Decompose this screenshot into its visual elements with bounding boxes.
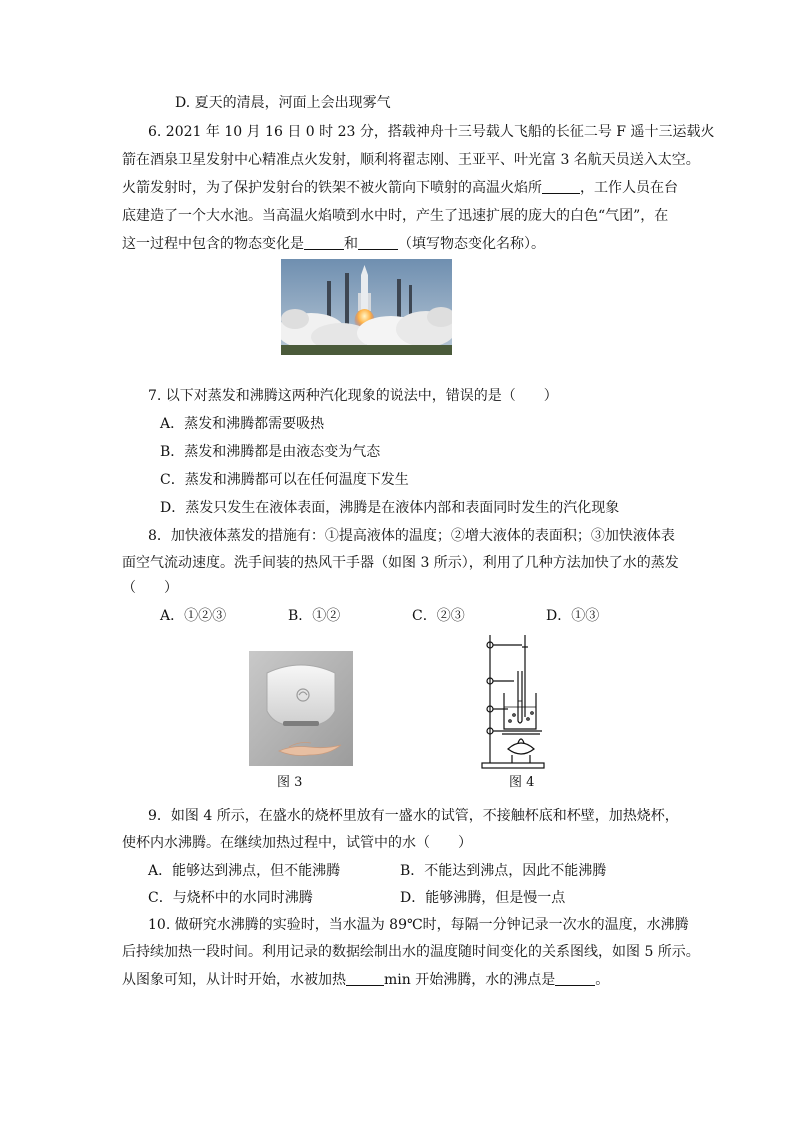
q9-line-1: 9．如图 4 所示，在盛水的烧杯里放有一盛水的试管，不接触杯底和杯壁，加热烧杯， — [148, 808, 679, 824]
q7-option-b: B．蒸发和沸腾都是由液态变为气态 — [160, 444, 381, 460]
q6-line-3 — [122, 178, 678, 198]
rocket-launch-photo — [281, 259, 452, 355]
q8-line-2: 面空气流动速度。洗手间装的热风干手器（如图 3 所示），利用了几种方法加快了水的蒸发 — [122, 555, 679, 571]
hand-dryer-image — [249, 651, 353, 766]
q6-line-5c: （填写物态变化名称）。 — [398, 236, 545, 252]
q8-option-d: D．①③ — [546, 608, 600, 624]
q5-option-d: D. 夏天的清晨，河面上会出现雾气 — [175, 95, 391, 111]
q9-option-c: C．与烧杯中的水同时沸腾 — [148, 890, 313, 906]
q8-line-1: 8．加快液体蒸发的措施有：①提高液体的温度；②增大液体的表面积；③加快液体表 — [148, 528, 675, 544]
q8-line-3: （ ） — [122, 580, 178, 596]
q6-blank-2[interactable] — [304, 235, 344, 250]
q9-option-a: A．能够达到沸点，但不能沸腾 — [148, 863, 341, 879]
q8-option-c: C．②③ — [412, 608, 465, 624]
q6-line-5a: 这一过程中包含的物态变化是 — [122, 236, 304, 252]
q9-line-2: 使杯内水沸腾。在继续加热过程中，试管中的水（ ） — [122, 835, 472, 851]
q6-blank-3[interactable] — [358, 235, 398, 250]
q10-line-3 — [122, 970, 609, 990]
q6-line-3a: 火箭发射时，为了保护发射台的铁架不被火箭向下喷射的高温火焰所 — [122, 180, 542, 196]
q10-line-3a: 从图象可知，从计时开始，水被加热 — [122, 972, 346, 988]
q10-line-2: 后持续加热一段时间。利用记录的数据绘制出水的温度随时间变化的关系图线，如图 5 所示。 — [122, 944, 700, 960]
q6-line-5b: 和 — [344, 236, 358, 252]
q10-line-1: 10. 做研究水沸腾的实验时，当水温为 89℃时，每隔一分钟记录一次水的温度，水沸腾 — [148, 917, 689, 933]
q10-line-3b: min 开始沸腾，水的沸点是 — [384, 972, 556, 988]
q6-line-3b: ，工作人员在台 — [580, 180, 678, 196]
q7-stem: 7. 以下对蒸发和沸腾这两种汽化现象的说法中，错误的是（ ） — [148, 388, 558, 404]
q6-line-2: 箭在酒泉卫星发射中心精准点火发射，顺利将翟志刚、王亚平、叶光富 3 名航天员送入太空。 — [122, 152, 700, 168]
q6-line-5 — [122, 234, 545, 254]
q9-option-d: D．能够沸腾，但是慢一点 — [400, 890, 566, 906]
figure-3-caption: 图 3 — [277, 775, 303, 790]
q9-option-b: B．不能达到沸点，因此不能沸腾 — [400, 863, 607, 879]
q10-blank-2[interactable] — [555, 971, 595, 986]
q7-option-c: C．蒸发和沸腾都可以在任何温度下发生 — [160, 472, 409, 488]
q6-line-1: 6. 2021 年 10 月 16 日 0 时 23 分，搭载神舟十三号载人飞船的长征二号 F 遥十三运载火 — [148, 124, 715, 140]
q6-blank-1[interactable] — [542, 179, 580, 194]
q10-line-3c: 。 — [595, 972, 610, 988]
q6-line-4: 底建造了一个大水池。当高温火焰喷到水中时，产生了迅速扩展的庞大的白色“气团”，在 — [122, 208, 669, 224]
figure-4-caption: 图 4 — [509, 775, 535, 790]
boiling-apparatus-diagram — [478, 631, 548, 771]
q8-option-b: B．①② — [288, 608, 341, 624]
q10-blank-1[interactable] — [346, 971, 384, 986]
q7-option-a: A．蒸发和沸腾都需要吸热 — [160, 416, 325, 432]
q7-option-d: D．蒸发只发生在液体表面，沸腾是在液体内部和表面同时发生的汽化现象 — [160, 500, 620, 516]
q8-option-a: A．①②③ — [160, 608, 227, 624]
